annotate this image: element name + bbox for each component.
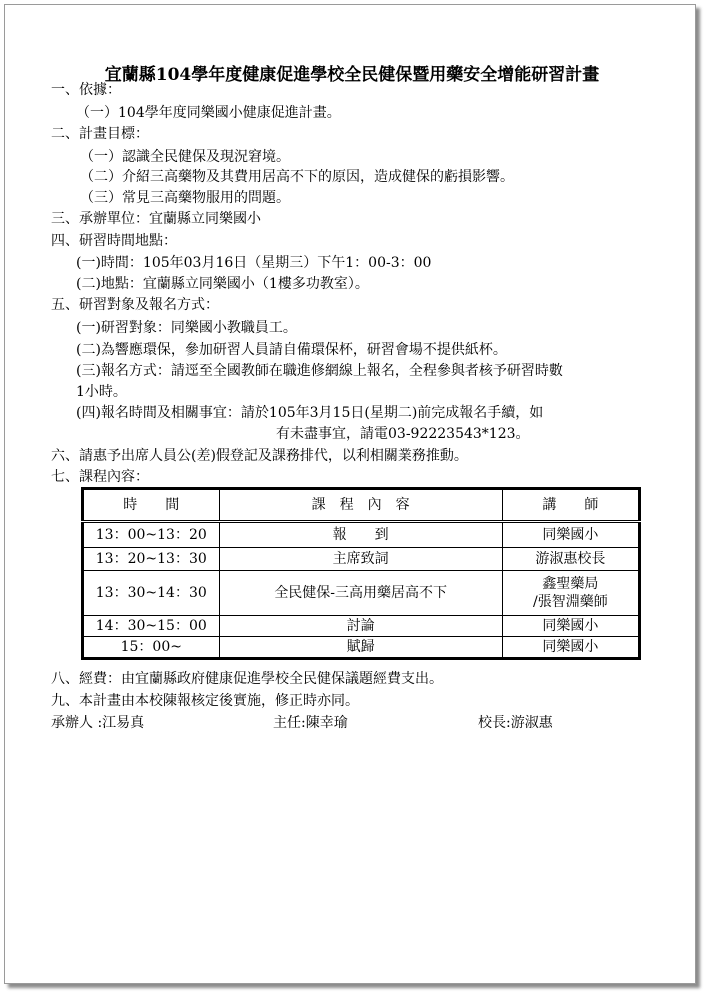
signature-director: 主任:陳幸瑜 — [273, 715, 348, 731]
row-lecturer: 同樂國小 — [502, 637, 639, 659]
table-row — [83, 522, 640, 548]
section-2-heading: 二、計畫目標： — [51, 126, 149, 142]
section-3-heading: 三、承辦單位：宜蘭縣立同樂國小 — [51, 211, 261, 227]
row-lecturer: 同樂國小 — [502, 616, 639, 637]
table-row — [83, 616, 640, 637]
section-5-item-4: (四)報名時間及相關事宜：請於105年3月15日(星期二)前完成報名手續，如 — [76, 405, 544, 421]
section-2-item-2: （二）介紹三高藥物及其費用居高不下的原因，造成健保的虧損影響。 — [80, 169, 514, 185]
row-time: 14：30~15：00 — [83, 616, 220, 637]
course-table-header-row — [83, 489, 640, 522]
section-1-heading: 一、依據： — [51, 82, 121, 98]
row-content: 全民健保-三高用藥居高不下 — [219, 571, 502, 616]
section-4-item-2: (二)地點：宜蘭縣立同樂國小（1樓多功教室）。 — [76, 276, 369, 292]
section-1-item-1: （一）104學年度同樂國小健康促進計畫。 — [76, 105, 341, 121]
section-4-item-1: (一)時間：105年03月16日（星期三）下午1：00-3：00 — [76, 255, 432, 271]
section-9-heading: 九、本計畫由本校陳報核定後實施，修正時亦同。 — [51, 693, 359, 709]
row-lecturer: 同樂國小 — [502, 522, 639, 548]
row-content: 討論 — [219, 616, 502, 637]
section-8-heading: 八、經費：由宜蘭縣政府健康促進學校全民健保議題經費支出。 — [51, 671, 443, 687]
table-row — [83, 548, 640, 571]
signature-organizer: 承辦人 :江易真 — [51, 715, 145, 731]
section-7-heading: 七、課程內容： — [51, 469, 149, 485]
header-lecturer: 講 師 — [502, 489, 639, 522]
row-lecturer: 鑫聖藥局 — [542, 576, 599, 592]
row-content: 報 到 — [219, 522, 502, 548]
section-4-heading: 四、研習時間地點： — [51, 233, 177, 249]
document-title: 宜蘭縣104學年度健康促進學校全民健保暨用藥安全增能研習計畫 — [104, 65, 600, 85]
row-content: 主席致詞 — [219, 548, 502, 571]
section-6-heading: 六、請惠予出席人員公(差)假登記及課務排代，以利相關業務推動。 — [51, 448, 468, 464]
row-lecturer: 游淑惠校長 — [502, 548, 639, 571]
section-5-item-3-cont: 1小時。 — [76, 384, 127, 400]
section-2-item-3: （三）常見三高藥物服用的問題。 — [80, 190, 290, 206]
header-content: 課 程 內 容 — [219, 489, 502, 522]
section-5-item-2: (二)為響應環保，參加研習人員請自備環保杯，研習會場不提供紙杯。 — [76, 342, 507, 358]
section-5-heading: 五、研習對象及報名方式： — [51, 297, 219, 313]
section-5-item-1: (一)研習對象：同樂國小教職員工。 — [76, 320, 297, 336]
course-table — [81, 487, 641, 660]
section-2-item-1: （一）認識全民健保及現況窘境。 — [80, 149, 290, 165]
row-time: 15：00~ — [83, 637, 220, 659]
section-5-item-4-cont: 有未盡事宜，請電03-92223543*123。 — [276, 426, 530, 442]
row-time: 13：30~14：30 — [83, 571, 220, 616]
table-row — [83, 571, 640, 616]
row-content: 賦歸 — [219, 637, 502, 659]
header-time: 時 間 — [83, 489, 220, 522]
table-row — [83, 637, 640, 659]
row-time: 13：00~13：20 — [83, 522, 220, 548]
row-lecturer-cell — [502, 571, 639, 616]
row-time: 13：20~13：30 — [83, 548, 220, 571]
section-5-item-3: (三)報名方式：請逕至全國教師在職進修網線上報名，全程參與者核予研習時數 — [76, 363, 563, 379]
row-lecturer-line-2: /張智淵藥師 — [533, 594, 608, 610]
signature-principal: 校長:游淑惠 — [478, 715, 553, 731]
